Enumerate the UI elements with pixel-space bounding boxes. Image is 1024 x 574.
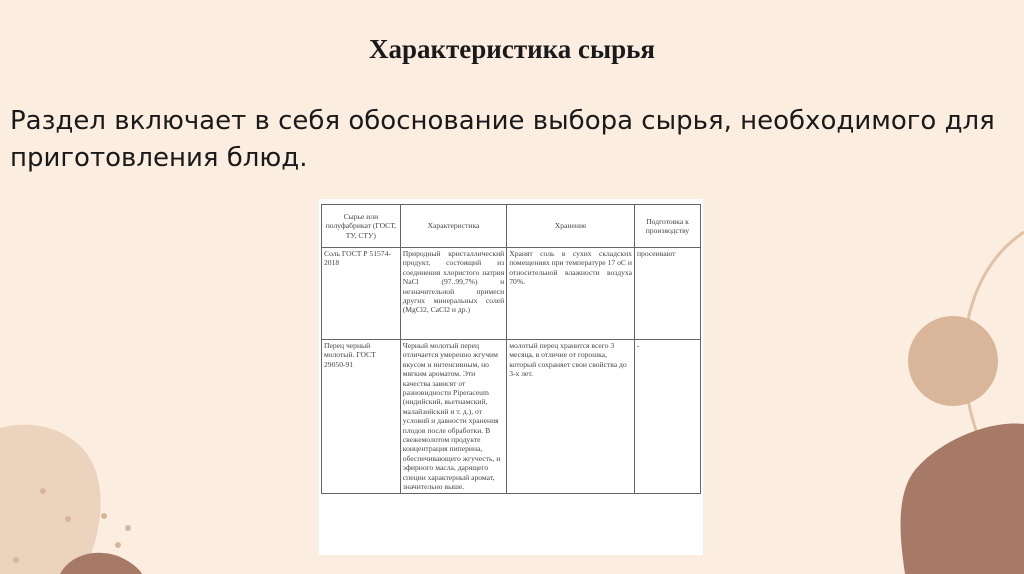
decorative-dot — [13, 557, 19, 563]
table-cell-raw: Перец черный молотый. ГОСТ 29050-91 — [322, 340, 401, 494]
table-row — [322, 248, 701, 340]
table-cell-raw: Соль ГОСТ Р 51574-2018 — [322, 248, 401, 340]
raw-materials-table-image — [319, 199, 703, 555]
decorative-blob-brown-right — [901, 423, 1024, 574]
table-cell-storage: Хранят соль в сухих складских помещениях при температуре 17 оС и относительной влажности воздуха 70%. — [507, 248, 635, 340]
table-header-cell: Характеристика — [400, 205, 506, 248]
decorative-dot — [65, 516, 71, 522]
raw-materials-table — [321, 204, 701, 494]
decorative-dot — [101, 513, 107, 519]
decorative-dot — [115, 542, 121, 548]
slide-body-text: Раздел включает в себя обоснование выбора сырья, необходимого для приготовления блюд. — [10, 106, 995, 173]
decorative-dot — [40, 488, 46, 494]
decorative-blob-light-left — [0, 425, 101, 574]
table-header-row — [322, 205, 701, 248]
table-row — [322, 340, 701, 494]
table-header-cell: Хранение — [507, 205, 635, 248]
table-cell-prep: просеивают — [634, 248, 700, 340]
decorative-circle-tan — [908, 316, 998, 406]
decorative-dot — [125, 525, 131, 531]
table-cell-characteristic: Природный кристаллический продукт, состоящий из соединения хлористого натрия NaCl (97..99,7%) и незначительной примеси других минеральных солей (MgCl2, CaCl2 и др.) — [400, 248, 506, 340]
slide-title: Характеристика сырья — [368, 34, 656, 64]
table-header-cell: Сырье или полуфабрикат (ГОСТ, ТУ, СТУ) — [322, 205, 401, 248]
table-cell-prep: - — [634, 340, 700, 494]
table-cell-storage: молотый перец хранится всего 3 месяца, в отличие от горошка, который сохраняет свои свойства до 3-х лет. — [507, 340, 635, 494]
table-cell-characteristic: Черный молотый перец отличается умеренно жгучим вкусом и интенсивным, но мягким ароматом. Эти качества зависят от разновидности Piperaceum (индийский, вьетнамский, малайзийский и т. д.), от условий и давности хранения плодов после обработки. В свежемолотом продукте концентрация пиперина, обеспечивающего жгучесть, и эфирного масла, дарящего специи характерный аромат, значительно выше. — [400, 340, 506, 494]
table-header-cell: Подготовка к производству — [634, 205, 700, 248]
